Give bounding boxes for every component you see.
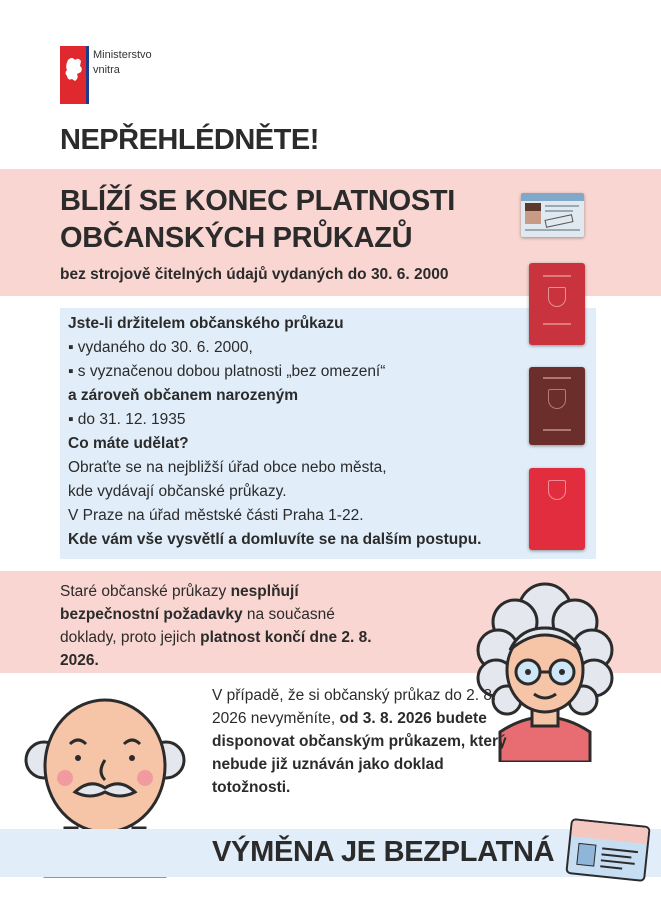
main-title	[60, 183, 455, 257]
bullet-born: ▪ do 31. 12. 1935	[68, 411, 186, 428]
ministry-name	[93, 48, 152, 78]
notice-bold-1: od 3. 8. 2026 budete disponovat občanským průkazem, který nebude již uznáván jako doklad totožnosti.	[212, 710, 507, 796]
bullet-validity: ▪ s vyznačenou dobou platnosti „bez omezení“	[68, 363, 386, 380]
ministry-name-line2: vnitra	[93, 64, 120, 76]
logo-stripe	[86, 46, 89, 104]
holder-heading: Jste-li držitelem občanského průkazu	[68, 315, 344, 332]
instruction-line3: V Praze na úřad městské části Praha 1-22.	[68, 507, 364, 524]
id-card-icon	[565, 818, 650, 882]
lion-emblem-icon	[60, 46, 89, 104]
instruction-line1: Obraťte se na nejbližší úřad obce nebo města,	[68, 459, 387, 476]
notice-text-1: V případě, že si občanský průkaz do 2. 8. 2026 nevyměníte,	[212, 687, 497, 727]
warning-bold-1: nesplňují bezpečnostní požadavky	[60, 583, 299, 623]
old-id-booklet-bright-red	[529, 468, 585, 550]
free-exchange-title: VÝMĚNA JE BEZPLATNÁ	[212, 836, 555, 868]
old-id-booklet-red	[529, 263, 585, 345]
notice-text	[212, 684, 512, 799]
ministry-name-line1: Ministerstvo	[93, 49, 152, 61]
bullet-issued: ▪ vydaného do 30. 6. 2000,	[68, 339, 253, 356]
subtitle: bez strojově čitelných údajů vydaných do 30. 6. 2000	[60, 266, 449, 283]
old-id-booklet-brown	[529, 367, 585, 445]
citizen-heading: a zároveň občanem narozeným	[68, 387, 298, 404]
instruction-closing: Kde vám vše vysvětlí a domluvíte se na dalším postupu.	[68, 531, 482, 548]
warning-bold-2: platnost končí dne 2. 8. 2026.	[60, 629, 372, 669]
warning-text-2: na současné doklady, proto jejich	[60, 606, 335, 646]
warning-text-1: Staré občanské průkazy	[60, 583, 231, 600]
new-id-card-image	[521, 193, 584, 237]
warning-text	[60, 580, 380, 672]
main-title-line1: BLÍŽÍ SE KONEC PLATNOSTI	[60, 185, 456, 217]
main-title-line2: OBČANSKÝCH PRŮKAZŮ	[60, 222, 413, 254]
instruction-line2: kde vydávají občanské průkazy.	[68, 483, 287, 500]
ministry-logo	[60, 46, 89, 104]
page-headline: NEPŘEHLÉDNĚTE!	[60, 124, 319, 156]
what-heading: Co máte udělat?	[68, 435, 189, 452]
